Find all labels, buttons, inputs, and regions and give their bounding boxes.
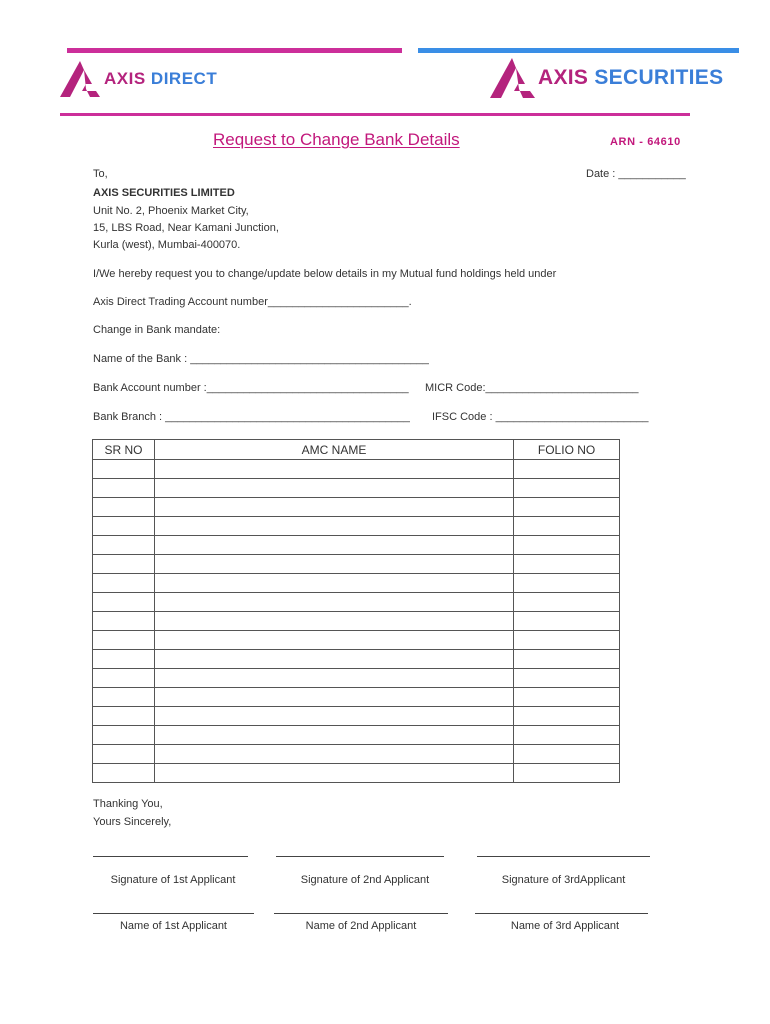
cell-folio-no[interactable] [514, 593, 620, 612]
address-line-1: Unit No. 2, Phoenix Market City, [93, 205, 249, 217]
cell-amc-name[interactable] [154, 517, 513, 536]
address-line-2: 15, LBS Road, Near Kamani Junction, [93, 222, 279, 234]
cell-sr-no[interactable] [93, 574, 155, 593]
cell-folio-no[interactable] [514, 460, 620, 479]
signature-line-2[interactable] [276, 856, 444, 857]
cell-sr-no[interactable] [93, 764, 155, 783]
cell-sr-no[interactable] [93, 593, 155, 612]
signature-line-3[interactable] [477, 856, 650, 857]
axis-triangle-icon [490, 58, 536, 98]
name-label-1: Name of 1st Applicant [119, 920, 227, 932]
name-label-2: Name of 2nd Applicant [305, 920, 417, 932]
cell-folio-no[interactable] [514, 517, 620, 536]
amc-table [92, 439, 620, 783]
axis-securities-logo [490, 58, 723, 98]
header-amc-name: AMC NAME [154, 440, 513, 460]
cell-amc-name[interactable] [154, 612, 513, 631]
yours-sincerely-text: Yours Sincerely, [93, 816, 172, 828]
cell-folio-no[interactable] [514, 498, 620, 517]
cell-sr-no[interactable] [93, 631, 155, 650]
cell-amc-name[interactable] [154, 650, 513, 669]
table-row [93, 593, 620, 612]
cell-amc-name[interactable] [154, 631, 513, 650]
table-row [93, 688, 620, 707]
cell-sr-no[interactable] [93, 498, 155, 517]
name-line-1[interactable] [93, 913, 254, 914]
header-folio-no: FOLIO NO [514, 440, 620, 460]
request-text: I/We hereby request you to change/update below details in my Mutual fund holdings held under [93, 268, 557, 280]
signature-label-2: Signature of 2nd Applicant [300, 874, 430, 886]
to-label: To, [93, 168, 108, 180]
cell-sr-no[interactable] [93, 460, 155, 479]
cell-folio-no[interactable] [514, 707, 620, 726]
table-row [93, 726, 620, 745]
amc-table-body [93, 460, 620, 783]
cell-folio-no[interactable] [514, 745, 620, 764]
cell-folio-no[interactable] [514, 536, 620, 555]
cell-sr-no[interactable] [93, 707, 155, 726]
cell-amc-name[interactable] [154, 745, 513, 764]
cell-amc-name[interactable] [154, 669, 513, 688]
table-row [93, 707, 620, 726]
name-line-2[interactable] [274, 913, 448, 914]
cell-amc-name[interactable] [154, 707, 513, 726]
logo-securities-text: SECURITIES [594, 66, 724, 89]
company-name: AXIS SECURITIES LIMITED [93, 187, 235, 199]
cell-sr-no[interactable] [93, 650, 155, 669]
table-row [93, 612, 620, 631]
cell-folio-no[interactable] [514, 574, 620, 593]
cell-sr-no[interactable] [93, 479, 155, 498]
table-row [93, 764, 620, 783]
cell-amc-name[interactable] [154, 479, 513, 498]
table-row [93, 536, 620, 555]
cell-amc-name[interactable] [154, 536, 513, 555]
cell-folio-no[interactable] [514, 764, 620, 783]
table-row [93, 498, 620, 517]
bank-mandate-label: Change in Bank mandate: [93, 324, 221, 336]
header-sr-no: SR NO [93, 440, 155, 460]
logo-direct-text: DIRECT [150, 69, 218, 88]
thanking-text: Thanking You, [93, 798, 163, 810]
table-row [93, 517, 620, 536]
axis-direct-logo [60, 61, 217, 97]
signature-line-1[interactable] [93, 856, 248, 857]
cell-amc-name[interactable] [154, 688, 513, 707]
cell-sr-no[interactable] [93, 726, 155, 745]
ifsc-code-field[interactable]: IFSC Code : _________________________ [432, 411, 649, 423]
date-field[interactable]: Date : ___________ [586, 168, 686, 180]
table-row [93, 631, 620, 650]
cell-sr-no[interactable] [93, 536, 155, 555]
cell-sr-no[interactable] [93, 517, 155, 536]
table-row [93, 745, 620, 764]
cell-folio-no[interactable] [514, 555, 620, 574]
table-row [93, 574, 620, 593]
cell-amc-name[interactable] [154, 574, 513, 593]
signature-label-1: Signature of 1st Applicant [110, 874, 236, 886]
cell-folio-no[interactable] [514, 669, 620, 688]
bank-branch-field[interactable]: Bank Branch : ________________________________________ [93, 411, 410, 423]
axis-triangle-icon [60, 61, 102, 97]
cell-sr-no[interactable] [93, 669, 155, 688]
signature-label-3: Signature of 3rdApplicant [501, 874, 626, 886]
table-row [93, 460, 620, 479]
cell-amc-name[interactable] [154, 593, 513, 612]
cell-amc-name[interactable] [154, 555, 513, 574]
table-header-row [93, 440, 620, 460]
cell-sr-no[interactable] [93, 688, 155, 707]
cell-amc-name[interactable] [154, 498, 513, 517]
cell-sr-no[interactable] [93, 555, 155, 574]
page-title: Request to Change Bank Details [213, 130, 460, 149]
address-line-3: Kurla (west), Mumbai-400070. [93, 239, 241, 251]
cell-amc-name[interactable] [154, 764, 513, 783]
bank-name-field[interactable]: Name of the Bank : _______________________________________ [93, 353, 429, 365]
cell-folio-no[interactable] [514, 688, 620, 707]
micr-code-field[interactable]: MICR Code:_________________________ [425, 382, 639, 394]
cell-folio-no[interactable] [514, 726, 620, 745]
cell-folio-no[interactable] [514, 479, 620, 498]
table-row [93, 479, 620, 498]
name-line-3[interactable] [475, 913, 648, 914]
cell-folio-no[interactable] [514, 612, 620, 631]
name-label-3: Name of 3rd Applicant [510, 920, 620, 932]
cell-amc-name[interactable] [154, 726, 513, 745]
cell-folio-no[interactable] [514, 650, 620, 669]
logo-axis-text: AXIS [104, 69, 146, 88]
logo-axis-text: AXIS [538, 66, 589, 89]
top-bar-pink [67, 48, 402, 53]
top-bar-blue [418, 48, 739, 53]
cell-sr-no[interactable] [93, 612, 155, 631]
header-divider [60, 113, 690, 116]
cell-amc-name[interactable] [154, 460, 513, 479]
arn-number: ARN - 64610 [610, 136, 681, 148]
table-row [93, 555, 620, 574]
cell-folio-no[interactable] [514, 631, 620, 650]
trading-account-field[interactable]: Axis Direct Trading Account number_______________________. [93, 296, 412, 308]
cell-sr-no[interactable] [93, 745, 155, 764]
table-row [93, 669, 620, 688]
table-row [93, 650, 620, 669]
bank-account-number-field[interactable]: Bank Account number :_________________________________ [93, 382, 409, 394]
